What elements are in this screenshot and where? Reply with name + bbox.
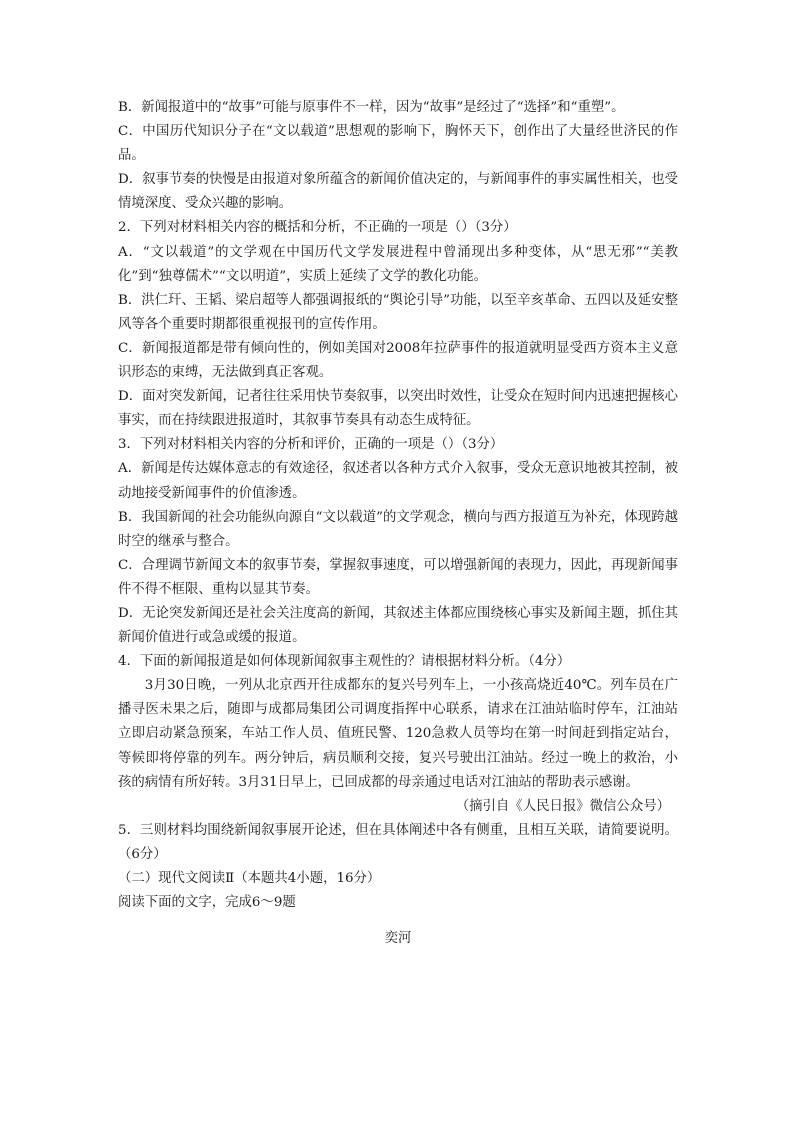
section-heading: （二）现代文阅读Ⅱ（本题共4小题，16分） bbox=[118, 871, 381, 886]
excerpt-source: （摘引自《人民日报》微信公众号） bbox=[455, 798, 670, 814]
question-5: 5．三则材料均围绕新闻叙事展开论述，但在具体阐述中各有侧重，且相互关联，请简要说明。（6分） bbox=[118, 822, 678, 862]
option-3-c: C．合理调节新闻文本的叙事节奏，掌握叙事速度，可以增强新闻的表现力，因此，再现新闻事件不得不框限、重构以显其节奏。 bbox=[118, 557, 678, 597]
option-3-d: D．无论突发新闻还是社会关注度高的新闻，其叙述主体都应围绕核心事实及新闻主题，抓住其新闻价值进行或急或缓的报道。 bbox=[118, 605, 678, 646]
reading-instruction: 阅读下面的文字，完成6～9题 bbox=[118, 895, 296, 911]
news-excerpt: 3月30日晚，一列从北京西开往成都东的复兴号列车上，一小孩高烧近40℃。列车员在广播寻医未果之后，随即与成都局集团公司调度指挥中心联系，请求在江油站临时停车，江油站立即启动紧急预案，车站工作人员、值班民警、120急救人员等均在第一时间赶到指定站台，等候即将停靠的列车。两分钟后，病员顺利交接，复兴号驶出江油站。经过一晚上的救治，小孩的病情有所好转。3月31日早上，已回成都的母亲通过电话对江油站的帮助表示感谢。 bbox=[118, 678, 678, 790]
option-1-b: B．新闻报道中的“故事”可能与原事件不一样，因为“故事”是经过了“选择”和“重塑”。 bbox=[118, 100, 625, 115]
option-2-d: D．面对突发新闻，记者往往采用快节奏叙事，以突出时效性，让受众在短时间内迅速把握核心事实，而在持续跟进报道时，其叙事节奏具有动态生成特征。 bbox=[118, 389, 678, 429]
question-2: 2．下列对材料相关内容的概括和分析，不正确的一项是（）（3分） bbox=[118, 220, 517, 236]
option-2-b: B．洪仁玕、王韬、梁启超等人都强调报纸的“舆论引导”功能，以至辛亥革命、五四以及延安整风等各个重要时期都很重视报刊的宣传作用。 bbox=[118, 292, 678, 332]
option-3-b: B．我国新闻的社会功能纵向源自“文以载道”的文学观念，横向与西方报道互为补充，体现跨越时空的继承与整合。 bbox=[118, 509, 678, 549]
option-3-a: A．新闻是传达媒体意志的有效途径，叙述者以各种方式介入叙事，受众无意识地被其控制，被动地接受新闻事件的价值渗透。 bbox=[118, 461, 678, 501]
question-4: 4．下面的新闻报道是如何体现新闻叙事主观性的？请根据材料分析。（4分） bbox=[118, 654, 571, 670]
option-2-c: C．新闻报道都是带有倾向性的，例如美国对2008年拉萨事件的报道就明显受西方资本主义意识形态的束缚，无法做到真正客观。 bbox=[118, 340, 678, 381]
option-1-c: C．中国历代知识分子在“文以载道”思想观的影响下，胸怀天下，创作出了大量经世济民的作品。 bbox=[118, 124, 678, 164]
article-title: 奕河 bbox=[384, 931, 412, 947]
option-1-d: D．叙事节奏的快慢是由报道对象所蕴含的新闻价值决定的，与新闻事件的事实属性相关，也受情境深度、受众兴趣的影响。 bbox=[118, 172, 678, 212]
option-2-a: A．“文以载道”的文学观在中国历代文学发展进程中曾涌现出多种变体，从“思无邪”“美教化”到“独尊儒术”“文以明道”，实质上延续了文学的教化功能。 bbox=[118, 244, 678, 284]
document-page bbox=[118, 96, 678, 951]
question-3: 3．下列对材料相关内容的分析和评价，正确的一项是（）（3分） bbox=[118, 437, 504, 453]
